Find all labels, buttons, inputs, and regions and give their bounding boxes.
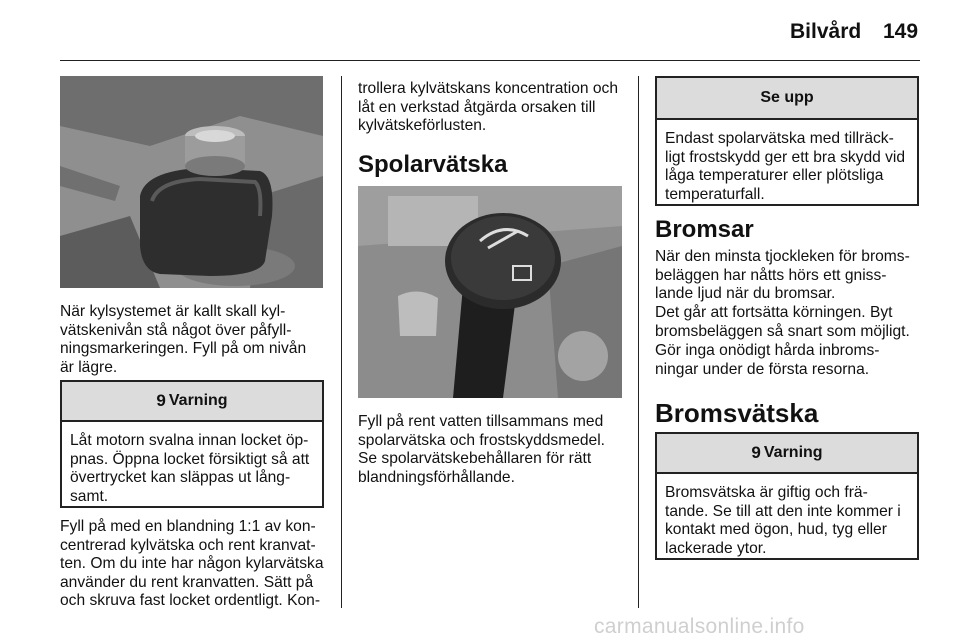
- heading-spolarvatska: Spolarvätska: [358, 151, 508, 178]
- middle-paragraph: Fyll på rent vatten tillsammans med spolarvätska och frostskyddsmedel. Se spolarvätskebehållaren för rätt blandningsförhållande.: [358, 413, 606, 486]
- column-divider-1: [341, 76, 342, 608]
- right-paragraph-3: Gör inga onödigt hårda inbroms-ningar under de första resorna.: [655, 342, 880, 378]
- column-divider-2: [638, 76, 639, 608]
- warning-title-right: Varning: [763, 444, 823, 461]
- warning-header: [62, 382, 322, 422]
- warning-title: Varning: [168, 392, 228, 409]
- header-rule: [60, 60, 920, 61]
- page-number: 149: [883, 20, 919, 43]
- caution-title: Se upp: [760, 89, 814, 106]
- caution-body: Endast spolarvätska med tillräck-ligt frostskydd ger ett bra skydd vid låga temperaturer eller plötsliga temperaturfall.: [665, 130, 906, 203]
- washer-fluid-cap-photo-icon: [358, 186, 622, 398]
- right-paragraph-1: När den minsta tjockleken för broms-beläggen har nåtts hörs ett gniss-lande ljud när du bromsar.: [655, 248, 910, 303]
- watermark: carmanualsonline.info: [594, 615, 805, 638]
- heading-bromsar: Bromsar: [655, 216, 754, 243]
- warning-icon: 9: [751, 443, 761, 462]
- engine-bay-coolant-tank-photo-icon: [60, 76, 323, 288]
- left-paragraph-2: Fyll på med en blandning 1:1 av kon-centrerad kylvätska och rent kranvat-ten. Om du inte har någon kylarvätska använder du rent kranvatten. Sätt på och skruva fast locket ordentligt. Kon-: [60, 518, 324, 610]
- warning-box-right: [655, 432, 919, 560]
- warning-box-left: [60, 380, 324, 508]
- heading-bromsvatska: Bromsvätska: [655, 398, 819, 428]
- middle-paragraph-continued: trollera kylvätskans koncentration och låt en verkstad åtgärda orsaken till kylvätskeförlusten.: [358, 80, 619, 135]
- washer-fluid-photo: [358, 186, 622, 398]
- warning-header-right: [657, 434, 917, 474]
- section-title: Bilvård: [790, 20, 862, 43]
- page-header: [0, 18, 960, 48]
- caution-box: [655, 76, 919, 206]
- coolant-tank-photo: [60, 76, 323, 288]
- right-paragraph-2: Det går att fortsätta körningen. Byt bromsbeläggen så snart som möjligt.: [655, 304, 910, 340]
- caution-header: [657, 78, 917, 120]
- warning-icon: 9: [156, 391, 166, 410]
- left-paragraph-1: När kylsystemet är kallt skall kyl-vätskenivån stå något över påfyll-ningsmarkeringen. Fyll på om nivån är lägre.: [60, 303, 307, 376]
- warning-body-right: Bromsvätska är giftig och frä-tande. Se till att den inte kommer i kontakt med ögon, hud, tyg eller lackerade ytor.: [665, 484, 901, 557]
- warning-body: Låt motorn svalna innan locket öp-pnas. Öppna locket försiktigt så att övertrycket kan släppas ut lång-samt.: [70, 432, 310, 505]
